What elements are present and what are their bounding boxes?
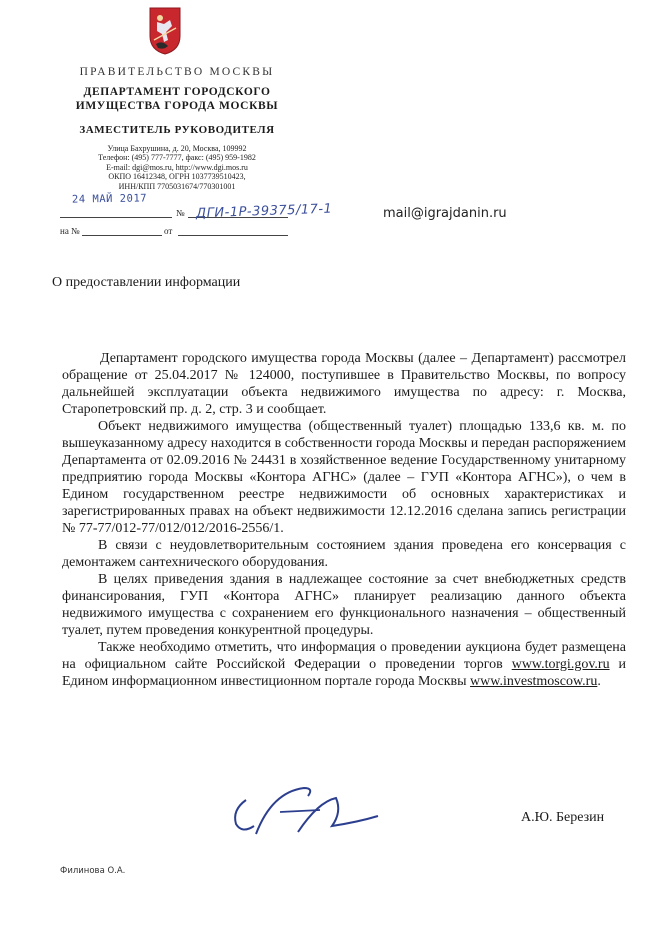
- ref-date-line: [178, 235, 288, 236]
- registration-number: ДГИ-1Р-39375/17-1: [195, 201, 333, 222]
- number-label: №: [176, 208, 185, 218]
- signer-name: А.Ю. Березин: [521, 810, 605, 825]
- government-title: ПРАВИТЕЛЬСТВО МОСКВЫ: [79, 66, 275, 78]
- phone: Телефон: (495) 777-7777, факс: (495) 959-1982: [98, 153, 256, 163]
- ref-from-label: от: [164, 226, 173, 236]
- deputy-title: ЗАМЕСТИТЕЛЬ РУКОВОДИТЕЛЯ: [79, 124, 275, 136]
- paragraph-1: Департамент городского имущества города Москвы (далее – Департамент) рассмотрел обращение от 25.04.2017 № 124000, поступившее в Правительство Москвы, по вопросу дальнейшей эксплуатации объекта недвижимого имущества по адресу: г. Москва, Старопетровский пр. д. 2, стр. 3 и сообщает.: [62, 351, 626, 417]
- department-contacts: [60, 144, 294, 191]
- investmoscow-link[interactable]: www.investmoscow.ru: [470, 674, 598, 689]
- executor-name: Филинова О.А.: [60, 866, 126, 876]
- paragraph-2: Объект недвижимого имущества (общественный туалет) площадью 133,6 кв. м. по вышеуказанному адресу находится в собственности города Москвы и передан распоряжением Департамента от 02.09.2016 № 24431 в хозяйственное ведение Государственному унитарному предприятию города Москвы «Контора АГНС» (далее – ГУП «Контора АГНС»), о чем в Едином государственном реестре недвижимости об основных характеристиках и зарегистрированных правах на объект недвижимости 12.12.2016 сделана запись регистрации № 77-77/012-77/012/012/2016-2556/1.: [62, 419, 626, 536]
- letter-subject: О предоставлении информации: [52, 275, 241, 290]
- okpo: ОКПО 16412348, ОГРН 1037739510423,: [108, 172, 246, 182]
- ref-label: на №: [60, 226, 80, 236]
- paragraph-3: В связи с неудовлетворительным состоянием здания проведена его консервация с демонтажем сантехнического оборудования.: [62, 538, 626, 570]
- moscow-coat-of-arms-icon: [148, 6, 182, 56]
- department-name: ДЕПАРТАМЕНТ ГОРОДСКОГО ИМУЩЕСТВА ГОРОДА МОСКВЫ: [75, 86, 279, 112]
- torgi-link[interactable]: www.torgi.gov.ru: [511, 657, 610, 672]
- inn: ИНН/КПП 7705031674/770301001: [118, 181, 236, 191]
- paragraph-5: Также необходимо отметить, что информация о проведении аукциона будет размещена на официальном сайте Российской Федерации о проведении торгов www.torgi.gov.ru и Едином информационном инвестиционном портале города Москвы www.investmoscow.ru.: [62, 640, 626, 689]
- date-stamp: 24 МАЙ 2017: [71, 192, 148, 206]
- address: Улица Бахрушина, д. 20, Москва, 109992: [107, 144, 247, 153]
- date-line: [60, 217, 172, 218]
- letter-body: [62, 350, 626, 690]
- email: E-mail: dgi@mos.ru, http://www.dgi.mos.ru: [106, 162, 248, 172]
- recipient-email: mail@igrajdanin.ru: [383, 206, 507, 221]
- handwritten-signature: [228, 782, 428, 842]
- ref-line: [82, 235, 162, 236]
- paragraph-4: В целях приведения здания в надлежащее состояние за счет внебюджетных средств финансирования, ГУП «Контора АГНС» планирует реализацию данного объекта недвижимого имущества с сохранением его функционального назначения – общественный туалет, путем проведения конкурентной процедуры.: [62, 572, 626, 638]
